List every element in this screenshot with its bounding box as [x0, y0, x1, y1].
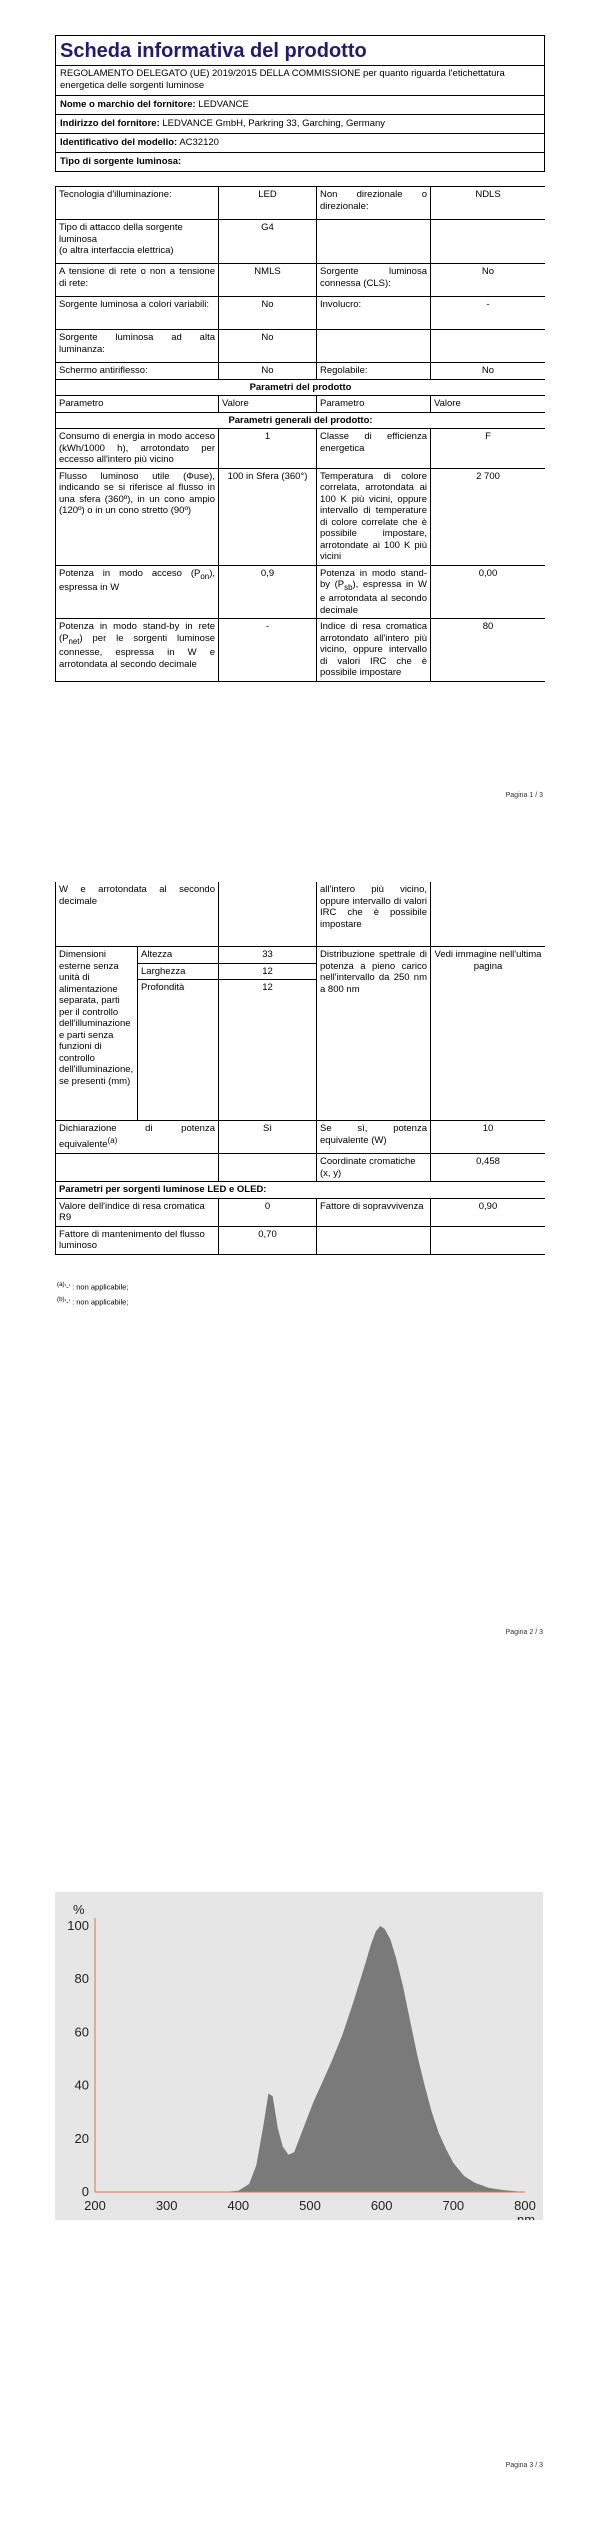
cell-label: Fattore di sopravvivenza	[317, 1198, 431, 1226]
table-row	[56, 396, 546, 413]
cell-label: Classe di efficienza energetica	[317, 429, 431, 469]
dimension-name: Larghezza	[138, 963, 219, 980]
supplier-address-label: Indirizzo del fornitore:	[60, 118, 160, 129]
cell-label: Temperatura di colore correlata, arrotondata ai 100 K più vicini, oppure intervallo di temperature di colore correlate che è possibile impostare, arrotondate ai 100 K più vicini	[317, 468, 431, 565]
spec-table	[55, 186, 545, 682]
spectral-chart-svg	[55, 1892, 543, 2220]
cell-value: 0	[219, 1198, 317, 1226]
y-tick-label: 80	[74, 1971, 89, 1987]
supplier-address-row	[56, 115, 544, 134]
cell-label: Fattore di mantenimento del flusso luminoso	[56, 1226, 219, 1254]
cell-label: Non direzionale o direzionale:	[317, 187, 431, 220]
table-row	[56, 187, 546, 220]
column-header: Parametro	[56, 396, 219, 413]
source-type-label: Tipo di sorgente luminosa:	[60, 156, 182, 167]
table-row	[56, 619, 546, 682]
cell-label: Schermo antiriflesso:	[56, 363, 219, 380]
x-tick-label: 200	[84, 2198, 106, 2213]
y-tick-label: 40	[74, 2077, 89, 2093]
cell-value: No	[431, 363, 546, 380]
page-number: Pagina 2 / 3	[505, 1629, 543, 1636]
cell-value: 1	[219, 429, 317, 469]
column-header: Parametro	[317, 396, 431, 413]
dimension-value: 12	[219, 980, 317, 1121]
y-tick-label: 60	[74, 2024, 89, 2040]
cell-label: Valore dell'indice di resa cromatica R9	[56, 1198, 219, 1226]
table-row	[56, 264, 546, 297]
spec-table-continued	[55, 882, 545, 1255]
cell-value: -	[431, 297, 546, 330]
equiv-power-w-value: 10	[431, 1121, 546, 1154]
regulation-text: REGOLAMENTO DELEGATO (UE) 2019/2015 DELLA COMMISSIONE per quanto riguarda l'etichettatura energetica delle sorgenti luminose	[56, 66, 544, 96]
x-tick-label: 300	[155, 2198, 178, 2213]
section-header: Parametri generali del prodotto:	[56, 412, 546, 429]
table-row	[56, 882, 546, 947]
cell-label: Involucro:	[317, 297, 431, 330]
table-row	[56, 565, 546, 619]
table-row	[56, 330, 546, 363]
table-row	[56, 429, 546, 469]
cell-label: Potenza in modo stand-by $(P_{sb})$, espressa in W e arrotondata al secondo decimale	[317, 565, 431, 619]
cell-label	[317, 220, 431, 264]
cell-value: NDLS	[431, 187, 546, 220]
cell-label: Sorgente luminosa ad alta luminanza:	[56, 330, 219, 363]
table-row	[56, 1226, 546, 1254]
x-tick-label: 500	[299, 2198, 321, 2213]
source-type-row	[56, 153, 544, 171]
equiv-power-w-label: Se sì, potenza equivalente (W)	[317, 1121, 431, 1154]
cell-value: 80	[431, 619, 546, 682]
spectrum-area	[224, 1926, 525, 2192]
section-header: Parametri per sorgenti luminose LED e OLED:	[56, 1182, 546, 1199]
table-row	[56, 947, 546, 964]
y-tick-label: 20	[74, 2130, 89, 2146]
dimension-name: Altezza	[138, 947, 219, 964]
cell-value: No	[431, 264, 546, 297]
cell-label: Indice di resa cromatica arrotondato all'intero più vicino, oppure intervallo di valori IRC che è possibile impostare	[317, 619, 431, 682]
spectral-chart	[55, 1892, 543, 2220]
table-page-1	[55, 186, 545, 785]
model-row	[56, 134, 544, 153]
x-axis-label: nm	[517, 2212, 536, 2220]
cell-label: Potenza in modo stand-by in rete $(P_{net})$ per le sorgenti luminose connesse, espressa in W e arrotondata al secondo decimale	[56, 619, 219, 682]
table-row	[56, 297, 546, 330]
x-tick-label: 800	[514, 2198, 536, 2213]
cell-label: Sorgente luminosa a colori variabili:	[56, 297, 219, 330]
cell-value: 0,00	[431, 565, 546, 619]
x-tick-label: 700	[442, 2198, 465, 2213]
cell-label-continued: all'intero più vicino, oppure intervallo di valori IRC che è possibile impostare	[317, 882, 431, 947]
cell-value: NMLS	[219, 264, 317, 297]
cell-value: G4	[219, 220, 317, 264]
cell-label: Regolabile:	[317, 363, 431, 380]
equiv-power-value: Sì	[219, 1121, 317, 1154]
table-row	[56, 363, 546, 380]
table-row	[56, 412, 546, 429]
page-number: Pagina 1 / 3	[505, 792, 543, 799]
cell-label: Potenza in modo acceso $(P_{on})$, espressa in W	[56, 565, 219, 619]
table-row	[56, 1154, 546, 1182]
cell-label	[317, 330, 431, 363]
table-row	[56, 1182, 546, 1199]
table-row	[56, 468, 546, 565]
dimension-value: 33	[219, 947, 317, 964]
cell-label: Consumo di energia in modo acceso (kWh/1000 h), arrotondato per eccesso all'intero più vicino	[56, 429, 219, 469]
model-label: Identificativo del modello:	[60, 137, 178, 148]
cell-empty	[56, 1154, 219, 1182]
cell-value: No	[219, 297, 317, 330]
cell-value	[431, 1226, 546, 1254]
cell-value: 0,9	[219, 565, 317, 619]
column-header: Valore	[431, 396, 546, 413]
product-sheet-frame	[55, 35, 545, 172]
x-tick-label: 600	[370, 2198, 393, 2213]
supplier-address: LEDVANCE GmbH, Parkring 33, Garching, Germany	[162, 118, 386, 129]
cell-value: 2 700	[431, 468, 546, 565]
supplier-name-row	[56, 96, 544, 115]
cell-value: -	[219, 619, 317, 682]
spectral-value: Vedi immagine nell'ultima pagina	[431, 947, 546, 1121]
table-row	[56, 1198, 546, 1226]
chroma-value: 0,458	[431, 1154, 546, 1182]
x-tick-label: 400	[227, 2198, 250, 2213]
cell-value: 0,70	[219, 1226, 317, 1254]
cell-label: Tipo di attacco della sorgente luminosa (o altra interfaccia elettrica)	[56, 220, 219, 264]
cell-label: A tensione di rete o non a tensione di rete:	[56, 264, 219, 297]
supplier-name: LEDVANCE	[198, 99, 249, 110]
cell-value: LED	[219, 187, 317, 220]
cell-value	[431, 882, 546, 947]
cell-value: F	[431, 429, 546, 469]
cell-label: Sorgente luminosa connessa (CLS):	[317, 264, 431, 297]
cell-label	[317, 1226, 431, 1254]
cell-value: 100 in Sfera (360°)	[219, 468, 317, 565]
cell-value	[219, 882, 317, 947]
cell-value	[431, 220, 546, 264]
footnote-b: $^{(b)}$'-' : non applicabile;	[57, 1296, 129, 1307]
cell-empty	[219, 1154, 317, 1182]
cell-label: Flusso luminoso utile (Φuse), indicando se si riferisce al flusso in una sfera (360º), in un cono ampio (120º) o in un cono stretto (90º)	[56, 468, 219, 565]
y-tick-label: 0	[81, 2184, 89, 2199]
cell-value: 0,90	[431, 1198, 546, 1226]
dimensions-label: Dimensioni esterne senza unità di alimentazione separata, parti per il controllo dell'illuminazione e parti senza funzioni di controllo dell'illuminazione, se presenti (mm)	[56, 947, 138, 1121]
cell-label-continued: W e arrotondata al secondo decimale	[56, 882, 219, 947]
y-axis-label: %	[73, 1902, 85, 1917]
page-title: Scheda informativa del prodotto	[56, 36, 544, 66]
table-page-2	[55, 882, 545, 1277]
column-header: Valore	[219, 396, 317, 413]
table-row	[56, 220, 546, 264]
model-id: AC32120	[179, 137, 219, 148]
supplier-name-label: Nome o marchio del fornitore:	[60, 99, 196, 110]
cell-value: No	[219, 363, 317, 380]
section-header: Parametri del prodotto	[56, 379, 546, 396]
y-tick-label: 100	[67, 1918, 89, 1933]
dimension-value: 12	[219, 963, 317, 980]
chroma-label: Coordinate cromatiche (x, y)	[317, 1154, 431, 1182]
cell-value: No	[219, 330, 317, 363]
dimension-name: Profondità	[138, 980, 219, 1121]
spectral-label: Distribuzione spettrale di potenza a pieno carico nell'intervallo da 250 nm a 800 nm	[317, 947, 431, 1121]
cell-value	[431, 330, 546, 363]
table-row	[56, 1121, 546, 1154]
page-number: Pagina 3 / 3	[505, 2462, 543, 2469]
table-row	[56, 379, 546, 396]
cell-label: Tecnologia d'illuminazione:	[56, 187, 219, 220]
footnote-a: $^{(a)}$'-' : non applicabile;	[57, 1281, 129, 1292]
equiv-power-label: Dichiarazione di potenza equivalente$^{(a)}$	[56, 1121, 219, 1154]
